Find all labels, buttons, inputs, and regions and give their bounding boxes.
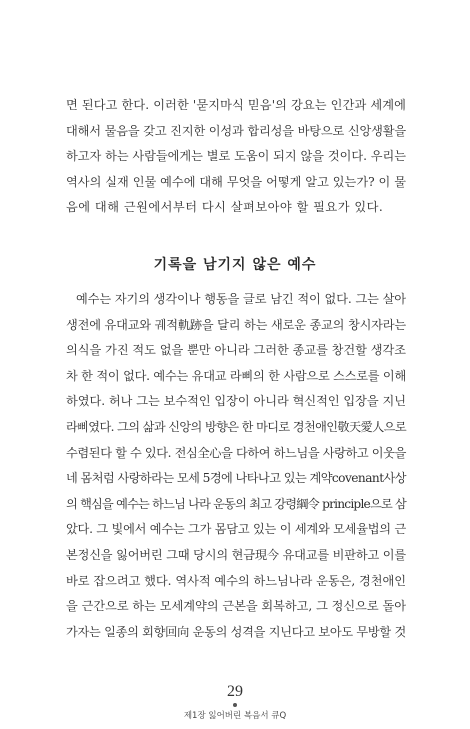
text-line: 면 된다고 한다. 이러한 '묻지마식 믿음'의 강요는 인간과 세계에 xyxy=(66,98,406,112)
body-paragraph-2 xyxy=(66,287,406,645)
text-line: 네 몸처럼 사랑하라는 모세 5경에 나타나고 있는 계약covenant사상 xyxy=(66,471,406,486)
text-line: 바로 잡으려고 했다. 역사적 예수의 하느님나라 운동은, 경천애인 xyxy=(66,573,406,588)
page-number-dot xyxy=(233,703,237,707)
text-line: 대해서 물음을 갖고 진지한 이성과 합리성을 바탕으로 신앙생활을 xyxy=(66,123,406,138)
page-number: 29 xyxy=(227,683,243,700)
text-line: 하고자 하는 사람들에게는 별로 도움이 되지 않을 것이다. 우리는 xyxy=(66,149,406,164)
text-line: 의식을 가진 적도 없을 뿐만 아니라 그러한 종교를 창건할 생각조 xyxy=(66,343,406,358)
text-line: 을 근간으로 하는 모세계약의 근본을 회복하고, 그 정신으로 돌아 xyxy=(66,599,406,614)
text-line: 차 한 적이 없다. 예수는 유대교 라삐의 한 사람으로 스스로를 이해 xyxy=(66,368,406,383)
text-line: 의 핵심을 예수는 하느님 나라 운동의 최고 강령綱令 principle으로 삼 xyxy=(66,496,406,511)
text-line: 수렴된다 할 수 있다. 전심全心을 다하여 하느님을 사랑하고 이웃을 xyxy=(66,445,406,460)
text-line: 역사의 실재 인물 예수에 대해 무엇을 어떻게 알고 있는가? 이 물 xyxy=(66,174,406,189)
body-paragraph-1 xyxy=(66,93,406,221)
text-line: 음에 대해 근원에서부터 다시 살펴보아야 할 필요가 있다. xyxy=(66,200,384,215)
text-line: 았다. 그 빛에서 예수는 그가 몸담고 있는 이 세계와 모세율법의 근 xyxy=(66,522,406,537)
text-line: 본정신을 잃어버린 그때 당시의 현금現今 유대교를 비판하고 이를 xyxy=(66,547,406,562)
text-line: 생전에 유대교와 궤적軌跡을 달리 하는 새로운 종교의 창시자라는 xyxy=(66,317,406,332)
section-heading: 기록을 남기지 않은 예수 xyxy=(153,257,317,273)
text-line: 예수는 자기의 생각이나 행동을 글로 남긴 적이 없다. 그는 살아 xyxy=(76,292,406,306)
text-line: 하였다. 허나 그는 보수적인 입장이 아니라 혁신적인 입장을 지닌 xyxy=(66,394,406,409)
text-line: 라삐였다. 그의 삶과 신앙의 방향은 한 마디로 경천애인敬天愛人으로 xyxy=(66,419,406,434)
running-footer-title: 제1장 잃어버린 복음서 큐Q xyxy=(183,711,287,721)
text-line: 가자는 일종의 회향回向 운동의 성격을 지닌다고 보아도 무방할 것 xyxy=(66,624,406,639)
